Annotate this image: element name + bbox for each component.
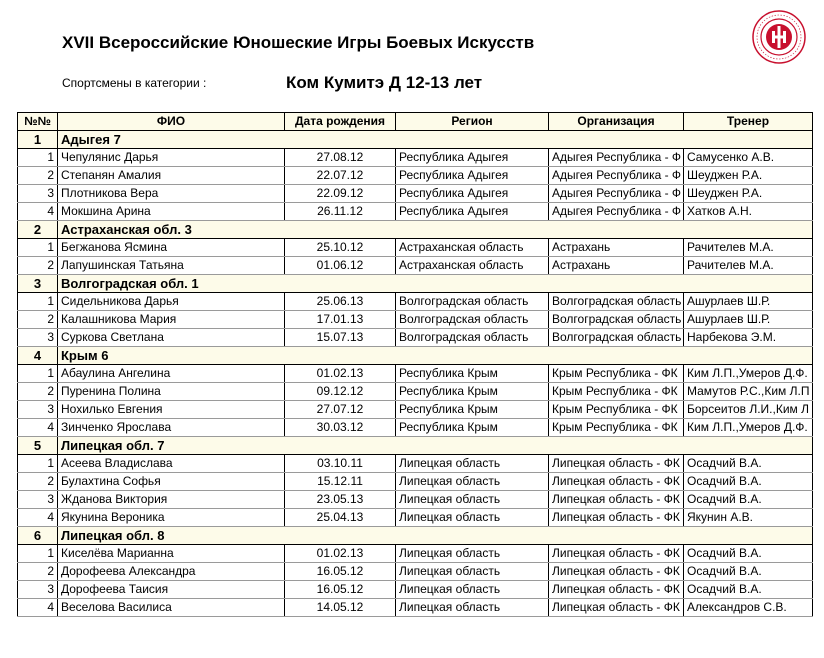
team-number: 3 [18, 275, 58, 293]
team-name: Волгоградская обл. 1 [58, 275, 813, 293]
athlete-dob: 15.12.11 [285, 473, 396, 491]
athlete-number: 1 [18, 545, 58, 563]
athlete-name: Киселёва Марианна [58, 545, 285, 563]
athlete-coach: Шеуджен Р.А. [684, 167, 813, 185]
table-row [18, 329, 813, 347]
athlete-dob: 30.03.12 [285, 419, 396, 437]
category-name: Ком Кумитэ Д 12-13 лет [286, 73, 483, 92]
athlete-number: 2 [18, 311, 58, 329]
athlete-coach: Осадчий В.А. [684, 581, 813, 599]
athlete-number: 4 [18, 419, 58, 437]
athlete-number: 1 [18, 293, 58, 311]
athlete-region: Липецкая область [396, 599, 549, 617]
team-number: 2 [18, 221, 58, 239]
category-label: Спортсмены в категории : [62, 76, 207, 90]
team-name: Крым 6 [58, 347, 813, 365]
table-row [18, 545, 813, 563]
athlete-name: Плотникова Вера [58, 185, 285, 203]
athlete-coach: Мамутов Р.С.,Ким Л.П [684, 383, 813, 401]
athlete-organization: Волгоградская область [549, 311, 684, 329]
athlete-organization: Липецкая область - ФК [549, 545, 684, 563]
athlete-region: Липецкая область [396, 491, 549, 509]
athlete-region: Волгоградская область [396, 329, 549, 347]
athlete-dob: 01.06.12 [285, 257, 396, 275]
team-number: 5 [18, 437, 58, 455]
athlete-number: 4 [18, 509, 58, 527]
table-row [18, 365, 813, 383]
athlete-coach: Хатков А.Н. [684, 203, 813, 221]
athlete-coach: Ашурлаев Ш.Р. [684, 293, 813, 311]
column-header-region: Регион [396, 113, 549, 131]
athlete-number: 3 [18, 185, 58, 203]
athlete-organization: Липецкая область - ФК [549, 455, 684, 473]
athlete-number: 1 [18, 149, 58, 167]
athlete-region: Липецкая область [396, 455, 549, 473]
table-row [18, 509, 813, 527]
athlete-number: 3 [18, 581, 58, 599]
table-row [18, 293, 813, 311]
athlete-region: Липецкая область [396, 509, 549, 527]
athlete-name: Суркова Светлана [58, 329, 285, 347]
athlete-dob: 22.07.12 [285, 167, 396, 185]
athlete-coach: Осадчий В.А. [684, 473, 813, 491]
table-row [18, 203, 813, 221]
athlete-name: Булахтина Софья [58, 473, 285, 491]
column-header-number: №№ [18, 113, 58, 131]
athlete-name: Пуренина Полина [58, 383, 285, 401]
table-row [18, 149, 813, 167]
athlete-organization: Липецкая область - ФК [549, 473, 684, 491]
athlete-name: Веселова Василиса [58, 599, 285, 617]
table-row [18, 455, 813, 473]
athlete-name: Степанян Амалия [58, 167, 285, 185]
athlete-number: 2 [18, 257, 58, 275]
table-row [18, 167, 813, 185]
table-row [18, 473, 813, 491]
athlete-number: 3 [18, 491, 58, 509]
athlete-name: Мокшина Арина [58, 203, 285, 221]
athlete-coach: Ашурлаев Ш.Р. [684, 311, 813, 329]
athlete-number: 3 [18, 329, 58, 347]
athlete-organization: Адыгея Республика - Ф [549, 185, 684, 203]
athlete-coach: Рачителев М.А. [684, 239, 813, 257]
athlete-dob: 01.02.13 [285, 545, 396, 563]
athlete-coach: Самусенко А.В. [684, 149, 813, 167]
team-row [18, 347, 813, 365]
table-row [18, 563, 813, 581]
athlete-region: Республика Адыгея [396, 149, 549, 167]
athlete-dob: 23.05.13 [285, 491, 396, 509]
team-row [18, 221, 813, 239]
team-row [18, 527, 813, 545]
athlete-organization: Астрахань [549, 239, 684, 257]
column-header-organization: Организация [549, 113, 684, 131]
athlete-organization: Адыгея Республика - Ф [549, 203, 684, 221]
athlete-coach: Рачителев М.А. [684, 257, 813, 275]
athlete-dob: 25.10.12 [285, 239, 396, 257]
athlete-organization: Адыгея Республика - Ф [549, 167, 684, 185]
athlete-number: 2 [18, 473, 58, 491]
athlete-dob: 27.08.12 [285, 149, 396, 167]
athlete-organization: Крым Республика - ФК [549, 401, 684, 419]
athlete-organization: Липецкая область - ФК [549, 581, 684, 599]
athlete-region: Волгоградская область [396, 293, 549, 311]
athlete-name: Абаулина Ангелина [58, 365, 285, 383]
athletes-table [17, 112, 813, 617]
athlete-region: Астраханская область [396, 257, 549, 275]
athlete-number: 2 [18, 167, 58, 185]
athlete-dob: 15.07.13 [285, 329, 396, 347]
athlete-region: Волгоградская область [396, 311, 549, 329]
athlete-organization: Волгоградская область [549, 293, 684, 311]
athlete-coach: Александров С.В. [684, 599, 813, 617]
athlete-coach: Осадчий В.А. [684, 491, 813, 509]
athlete-dob: 26.11.12 [285, 203, 396, 221]
athlete-region: Республика Крым [396, 419, 549, 437]
athlete-name: Дорофеева Таисия [58, 581, 285, 599]
athlete-organization: Липецкая область - ФК [549, 491, 684, 509]
athlete-dob: 16.05.12 [285, 563, 396, 581]
athlete-organization: Липецкая область - ФК [549, 563, 684, 581]
athlete-dob: 25.06.13 [285, 293, 396, 311]
athlete-number: 4 [18, 599, 58, 617]
athlete-name: Дорофеева Александра [58, 563, 285, 581]
athlete-coach: Якунин А.В. [684, 509, 813, 527]
athlete-region: Астраханская область [396, 239, 549, 257]
athlete-dob: 22.09.12 [285, 185, 396, 203]
athlete-coach: Осадчий В.А. [684, 545, 813, 563]
athlete-coach: Осадчий В.А. [684, 563, 813, 581]
table-row [18, 311, 813, 329]
athlete-dob: 14.05.12 [285, 599, 396, 617]
athlete-number: 4 [18, 203, 58, 221]
table-row [18, 185, 813, 203]
table-row [18, 239, 813, 257]
athlete-dob: 16.05.12 [285, 581, 396, 599]
athlete-coach: Ким Л.П.,Умеров Д.Ф. [684, 365, 813, 383]
athlete-name: Зинченко Ярослава [58, 419, 285, 437]
athlete-region: Липецкая область [396, 563, 549, 581]
athlete-name: Нохилько Евгения [58, 401, 285, 419]
table-header-row [18, 113, 813, 131]
athlete-number: 1 [18, 365, 58, 383]
table-row [18, 581, 813, 599]
athlete-number: 2 [18, 383, 58, 401]
athlete-organization: Адыгея Республика - Ф [549, 149, 684, 167]
athlete-name: Сидельникова Дарья [58, 293, 285, 311]
athlete-region: Республика Крым [396, 401, 549, 419]
athlete-region: Липецкая область [396, 581, 549, 599]
team-number: 1 [18, 131, 58, 149]
athlete-region: Республика Адыгея [396, 203, 549, 221]
athlete-region: Республика Крым [396, 383, 549, 401]
federation-emblem-icon [752, 10, 806, 64]
table-row [18, 419, 813, 437]
athlete-dob: 09.12.12 [285, 383, 396, 401]
column-header-dob: Дата рождения [285, 113, 396, 131]
athlete-name: Калашникова Мария [58, 311, 285, 329]
athlete-coach: Борсеитов Л.И.,Ким Л [684, 401, 813, 419]
athlete-organization: Липецкая область - ФК [549, 509, 684, 527]
athlete-region: Республика Адыгея [396, 167, 549, 185]
athlete-dob: 27.07.12 [285, 401, 396, 419]
athlete-dob: 17.01.13 [285, 311, 396, 329]
table-row [18, 257, 813, 275]
table-row [18, 599, 813, 617]
athlete-region: Республика Адыгея [396, 185, 549, 203]
athlete-coach: Ким Л.П.,Умеров Д.Ф. [684, 419, 813, 437]
page-title: XVII Всероссийские Юношеские Игры Боевых Искусств [62, 33, 535, 52]
athlete-dob: 03.10.11 [285, 455, 396, 473]
team-row [18, 275, 813, 293]
team-number: 4 [18, 347, 58, 365]
athlete-number: 3 [18, 401, 58, 419]
athlete-coach: Нарбекова Э.М. [684, 329, 813, 347]
athlete-name: Лапушинская Татьяна [58, 257, 285, 275]
team-row [18, 437, 813, 455]
column-header-fio: ФИО [58, 113, 285, 131]
team-number: 6 [18, 527, 58, 545]
athlete-number: 2 [18, 563, 58, 581]
athlete-name: Чепулянис Дарья [58, 149, 285, 167]
athlete-name: Бегжанова Ясмина [58, 239, 285, 257]
athlete-name: Асеева Владислава [58, 455, 285, 473]
athlete-organization: Липецкая область - ФК [549, 599, 684, 617]
table-row [18, 491, 813, 509]
athlete-name: Якунина Вероника [58, 509, 285, 527]
team-name: Липецкая обл. 7 [58, 437, 813, 455]
table-row [18, 383, 813, 401]
team-name: Астраханская обл. 3 [58, 221, 813, 239]
athlete-number: 1 [18, 239, 58, 257]
team-name: Липецкая обл. 8 [58, 527, 813, 545]
athlete-organization: Астрахань [549, 257, 684, 275]
team-row [18, 131, 813, 149]
athlete-region: Республика Крым [396, 365, 549, 383]
athlete-organization: Волгоградская область [549, 329, 684, 347]
athlete-coach: Шеуджен Р.А. [684, 185, 813, 203]
athlete-region: Липецкая область [396, 545, 549, 563]
table-row [18, 401, 813, 419]
table-body [18, 131, 813, 617]
athlete-dob: 01.02.13 [285, 365, 396, 383]
athlete-region: Липецкая область [396, 473, 549, 491]
athlete-dob: 25.04.13 [285, 509, 396, 527]
athlete-organization: Крым Республика - ФК [549, 365, 684, 383]
athlete-organization: Крым Республика - ФК [549, 383, 684, 401]
athlete-number: 1 [18, 455, 58, 473]
team-name: Адыгея 7 [58, 131, 813, 149]
athlete-organization: Крым Республика - ФК [549, 419, 684, 437]
column-header-coach: Тренер [684, 113, 813, 131]
athlete-name: Жданова Виктория [58, 491, 285, 509]
athlete-coach: Осадчий В.А. [684, 455, 813, 473]
